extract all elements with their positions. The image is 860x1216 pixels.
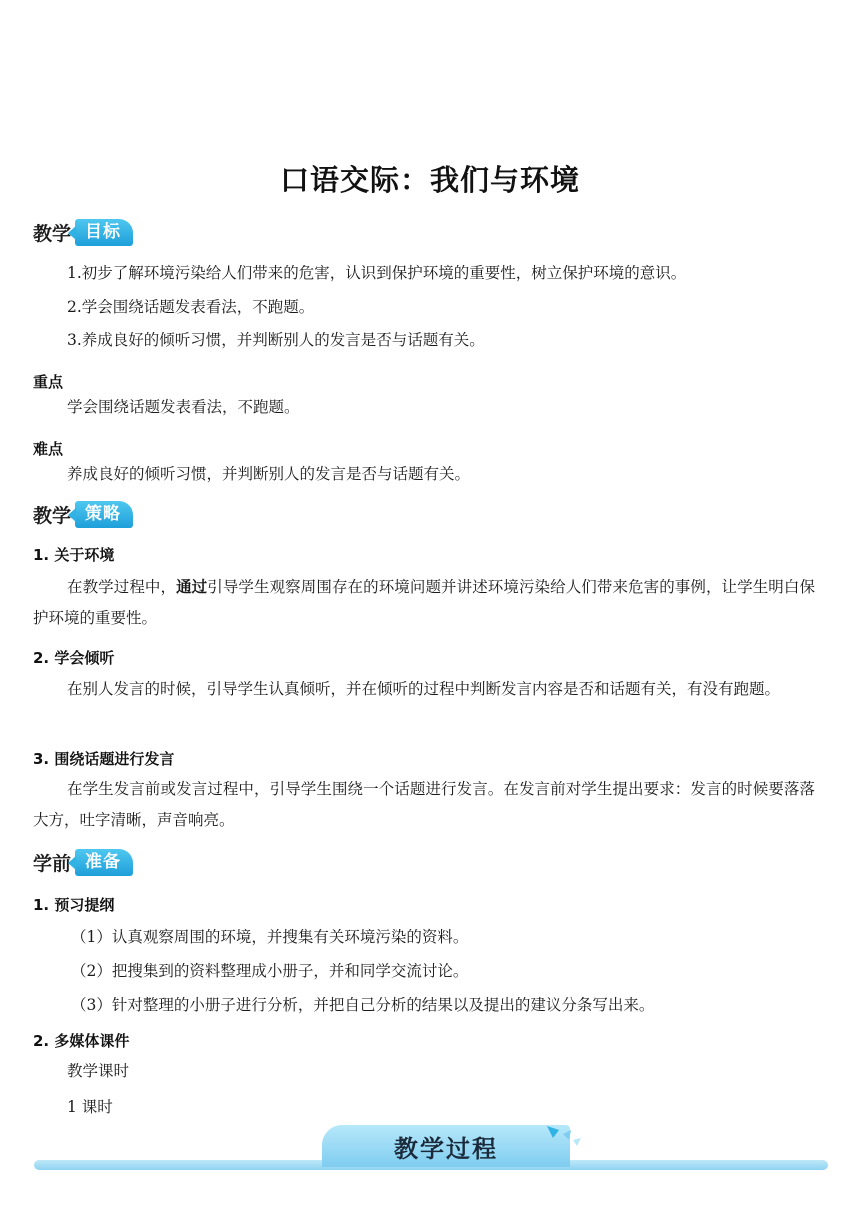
strategy-heading: 3. 围绕话题进行发言: [33, 750, 175, 768]
badge-right-text: 策略: [75, 501, 133, 528]
banner-title: 教学过程: [394, 1134, 498, 1163]
badge-left-text: 教学: [33, 222, 72, 245]
strategy-text: 在别人发言的时候，引导学生认真倾听，并在倾听的过程中判断发言内容是否和话题有关，有没有跑题。: [67, 680, 781, 698]
badge-left-text: 学前: [33, 852, 72, 875]
goal-item: 3.养成良好的倾听习惯，并判断别人的发言是否与话题有关。: [67, 331, 485, 349]
goal-item: 1.初步了解环境污染给人们带来的危害，认识到保护环境的重要性，树立保护环境的意识。: [67, 264, 687, 282]
prep-sub-item: （3）针对整理的小册子进行分析，并把自己分析的结果以及提出的建议分条写出来。: [71, 996, 655, 1014]
goal-item: 2.学会围绕话题发表看法，不跑题。: [67, 298, 315, 316]
page-title: 口语交际：我们与环境: [279, 163, 580, 197]
badge-right-text: 准备: [75, 849, 133, 876]
sparkle-icon: [545, 1124, 585, 1154]
badge-right-text: 目标: [75, 219, 133, 246]
section-badge-goals: [33, 216, 133, 248]
strategy-text: 在教学过程中，通过引导学生观察周围存在的环境问题并讲述环境污染给人们带来危害的事例，让学生明白保护环境的重要性。: [33, 578, 815, 627]
difficulty-heading: 难点: [33, 440, 64, 458]
key-point-heading: 重点: [33, 373, 64, 391]
difficulty-text: 养成良好的倾听习惯，并判断别人的发言是否与话题有关。: [67, 465, 471, 483]
section-badge-strategy: [33, 498, 133, 530]
strategy-text: 在学生发言前或发言过程中，引导学生围绕一个话题进行发言。在发言前对学生提出要求：发言的时候要落落大方，吐字清晰，声音响亮。: [33, 780, 815, 829]
prep-line: 1 课时: [67, 1098, 113, 1116]
prep-sub-item: （1）认真观察周围的环境，并搜集有关环境污染的资料。: [71, 928, 469, 946]
section-badge-prep: [33, 846, 133, 878]
key-point-text: 学会围绕话题发表看法，不跑题。: [67, 398, 300, 416]
badge-left-text: 教学: [33, 504, 72, 527]
prep-line: 教学课时: [67, 1062, 130, 1080]
strategy-heading: 1. 关于环境: [33, 546, 115, 564]
prep-heading: 2. 多媒体课件: [33, 1032, 130, 1050]
section-banner-process: [322, 1125, 570, 1167]
strategy-heading: 2. 学会倾听: [33, 649, 115, 667]
prep-sub-item: （2）把搜集到的资料整理成小册子，并和同学交流讨论。: [71, 962, 469, 980]
prep-heading: 1. 预习提纲: [33, 896, 115, 914]
